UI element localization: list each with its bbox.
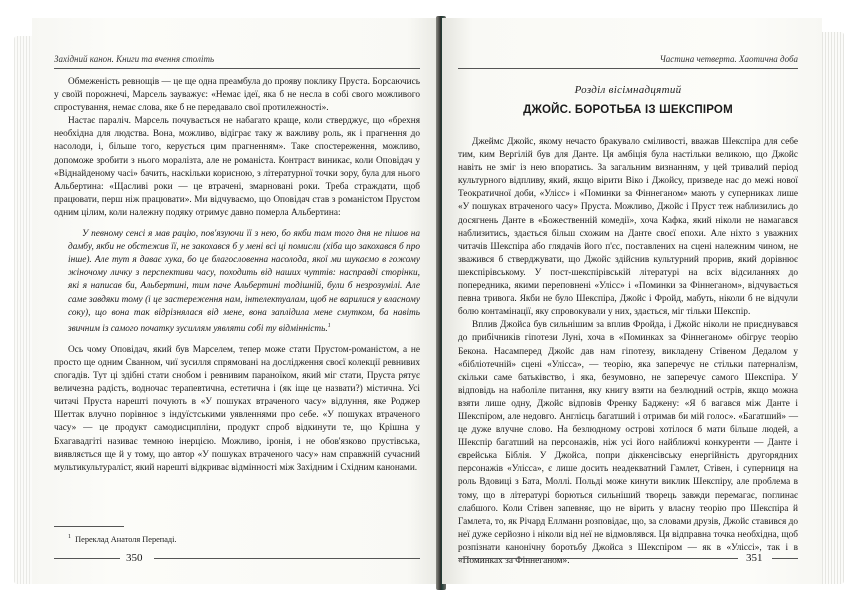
paragraph: Настає параліч. Марсель почувається не набагато краще, коли стверджує, що «брехня необхідна для людства. Вона, можливо, відіграє таку ж важливу роль, як і прагнення до насолоди, і, більше того, керується цим прагненням». Таке спостереження, можливо, допоможе зробити з нього моралізта, але не романіста. Контраст виникає, коли Оповідач у «Віднайденому часі» бачить, наскільки корисною, з літературної точки зору, була для нього Альбертина: «Щасливі роки — це втрачені, змарновані роки. Треба страждати, щоб працювати, перш ніж працювати». Ми відчуваємо, що Оповідач став з романістом Прустом одним цілим, коли належну подяку отримує давно померла Альбертина: — [54, 116, 420, 218]
chapter-title: ДЖОЙС. БОРОТЬБА ІЗ ШЕКСПІРОМ — [523, 104, 733, 116]
paragraph: Вплив Джойса був сильнішим за вплив Фройда, і Джойс ніколи не приєднувався до прибічників гіпотези Луні, хоча в «Поминках за Фіннеганом» обігрує теорію Бекона. Насамперед Джойс дав нам гіпотезу, викладену Стівеном Дедалом у «бібліотечній» сцені «Улісса», — теорію, яка заперечує не стільки патерналізм, скільки саме батьківство, і яка, безумовно, не заперечує самого Шекспіра. У відповідь на наболіле питання, яку книгу взяти на безлюдний острів, якщо можна взяти лише одну, Джойс відповів Френку Баджену: «Я б вагався між Данте і Шекспіром, але недовго. Англієць багатший і отримав би мій голос». «Багатший» — це дуже влучне слово. На безлюдному острові хотілося б мати більше людей, а Шекспір багатший на персонажів, ніж усі його найближчі конкуренти — Данте і єврейська Біблія. У Джойса, попри діккенсівську енергійність другорядних персонажів «Улісса», є лише досить неадекватний Гамлет, Стівен, і суперниця на роль Вдовиці з Бата, Моллі. Польді може кинути виклик Шекспіру, але проблема в тому, що в літературі борються сильніший творець завжди перемагає, поглинає слабшого. Коли Стівен запевняє, що не вірить у власну теорію про Шекспіра й Гамлета, то, як Річард Еллманн розповідає, що, за словами друзів, Джойс ставився до неї дуже серйозно і ніколи від неї не відмовлявся. Ця відправна точка необхідна, щоб розпізнати канонічну боротьбу Джойса з Шекспіром — як в «Уліссі», так і в «Поминках за Фіннеганом». — [458, 320, 798, 566]
left-header-rule — [54, 68, 420, 69]
page-number-right: 351 — [746, 552, 763, 564]
chapter-label: Розділ вісімнадцятий — [574, 84, 682, 96]
right-body-text — [458, 136, 798, 568]
footnote — [68, 532, 408, 545]
right-bottom-rule-b — [772, 558, 798, 559]
paragraph: Обмеженість ревнощів — це ще одна преамбула до прояву поклику Пруста. Борсаючись у своїй порожнечі, Марсель зауважує: «Немає ідеї, яка б не несла в собі свого можливого спростування, немає слова, яке б не передавало свої протилежності». — [54, 77, 420, 114]
right-page — [442, 18, 822, 584]
left-bottom-rule-b — [154, 558, 420, 559]
right-bottom-rule-a — [458, 558, 738, 559]
footnote-text: Переклад Анатоля Перепаді. — [75, 534, 177, 544]
right-header-rule — [458, 68, 798, 69]
block-quote — [68, 228, 420, 336]
left-running-header: Західний канон. Книги та вчення століть — [54, 54, 215, 64]
footnote-number: 1 — [68, 534, 71, 540]
right-running-header: Частина четверта. Хаотична доба — [659, 54, 798, 64]
left-bottom-rule-a — [54, 558, 120, 559]
paragraph: Джеймс Джойс, якому нечасто бракувало сміливості, вважав Шекспіра для себе тим, ким Вергілій був для Данте. Ця амбіція була настільки великою, що Джойс навіть не зміг із нею впоратись. За загальним визнанням, у цей тривалий період культурного відпливу, який, якщо вірити Віко і Джойсу, призведе нас до межі нової Теократичної доби, «Улісс» і «Поминки за Фіннеганом» мають у суперниках лише «У пошуках втраченого часу» Пруста. Можливо, Джойс і Пруст теж наблизились до досягнень Данте в «Божественній комедії», хоча Кафка, який ніколи не намагався наблизитись, здається більш схожим на Данте своєї епохи. Але ніхто з уважних читачів Шекспіра або глядачів його п'єс, поставлених на сцені належним чином, не зважився б стверджувати, що Джойс здійснив культурний прорив, який дорівнює шекспірівському. У пост-шекспірівській літературі на всіх відсиланнях до попередника, якими переповнені «Улісс» і «Поминки за Фіннеганом», відчувається певна тривога. Якби не було Шекспіра, Джойс і Фройд, мабуть, ніколи б не відчули болю контамінації, яку спровокували у них, здається, міг тільки Шекспір. — [458, 137, 798, 318]
paragraph: Ось чому Оповідач, який був Марселем, тепер може стати Прустом-романістом, а не просто ще одним Сванном, чиї зусилля спрямовані на дослідження своєї колекції ревнивих спогадів. Тут ці здібні стати снобом і ревнивим параноїком, який міг стати, Пруста рятує величезна радість, водночас терапевтична, естетична і (як іще це назвати?) містична. Усі читачі Пруста нарешті почують в «У пошуках втраченого часу» відлуння, яке Роджер Шеттак влучно порівнює з індуїстськими уявленнями про себе. «У пошуках втраченого часу» — це продукт самодисципліни, продукт спроб відкинути те, що Крішна у Бхагавадгіті називає темною інерцією. Можливо, іронія, і не обов'язково прустівська, виявляється ще й у тому, що автор «У пошуках втраченого часу» нам справжній сучасний мультикультураліст, який нарешті відкриває відмінності між Західним і Східним канонами. — [54, 344, 420, 473]
page-number-left: 350 — [126, 552, 143, 564]
open-book — [14, 10, 844, 594]
footnote-ref: 1 — [327, 322, 331, 329]
left-page — [32, 18, 440, 584]
footnote-rule — [54, 526, 124, 527]
left-body-text — [54, 76, 420, 475]
quote-text: У певному сенсі я мав рацію, пов'язуючи її з нею, бо якби там того дня не пішов на дамбу, якби не обстежив її, не закохався б у мені всі ці помисли (хіба що закохався б про інше). Але тут я даває хука, бо це благословенна насолода, якої ми шукаємо в гожому жіночому личку з перспективи часу, походить від наших чуттів: насправді сторінки, які я написав би, Альбертині, тим паче Альбертині тодішній, були б незрозумілі. Але саме завдяки тому (і це застереження нам, інтелектуалам, щоб не варилися у власному соку), що вона так відрізнялася від мене, вона заплідила мене смутком, ба навіть звичним із самого початку зусиллям уявляти собі ту відмінність. — [68, 229, 420, 334]
right-page-edges — [820, 32, 844, 584]
